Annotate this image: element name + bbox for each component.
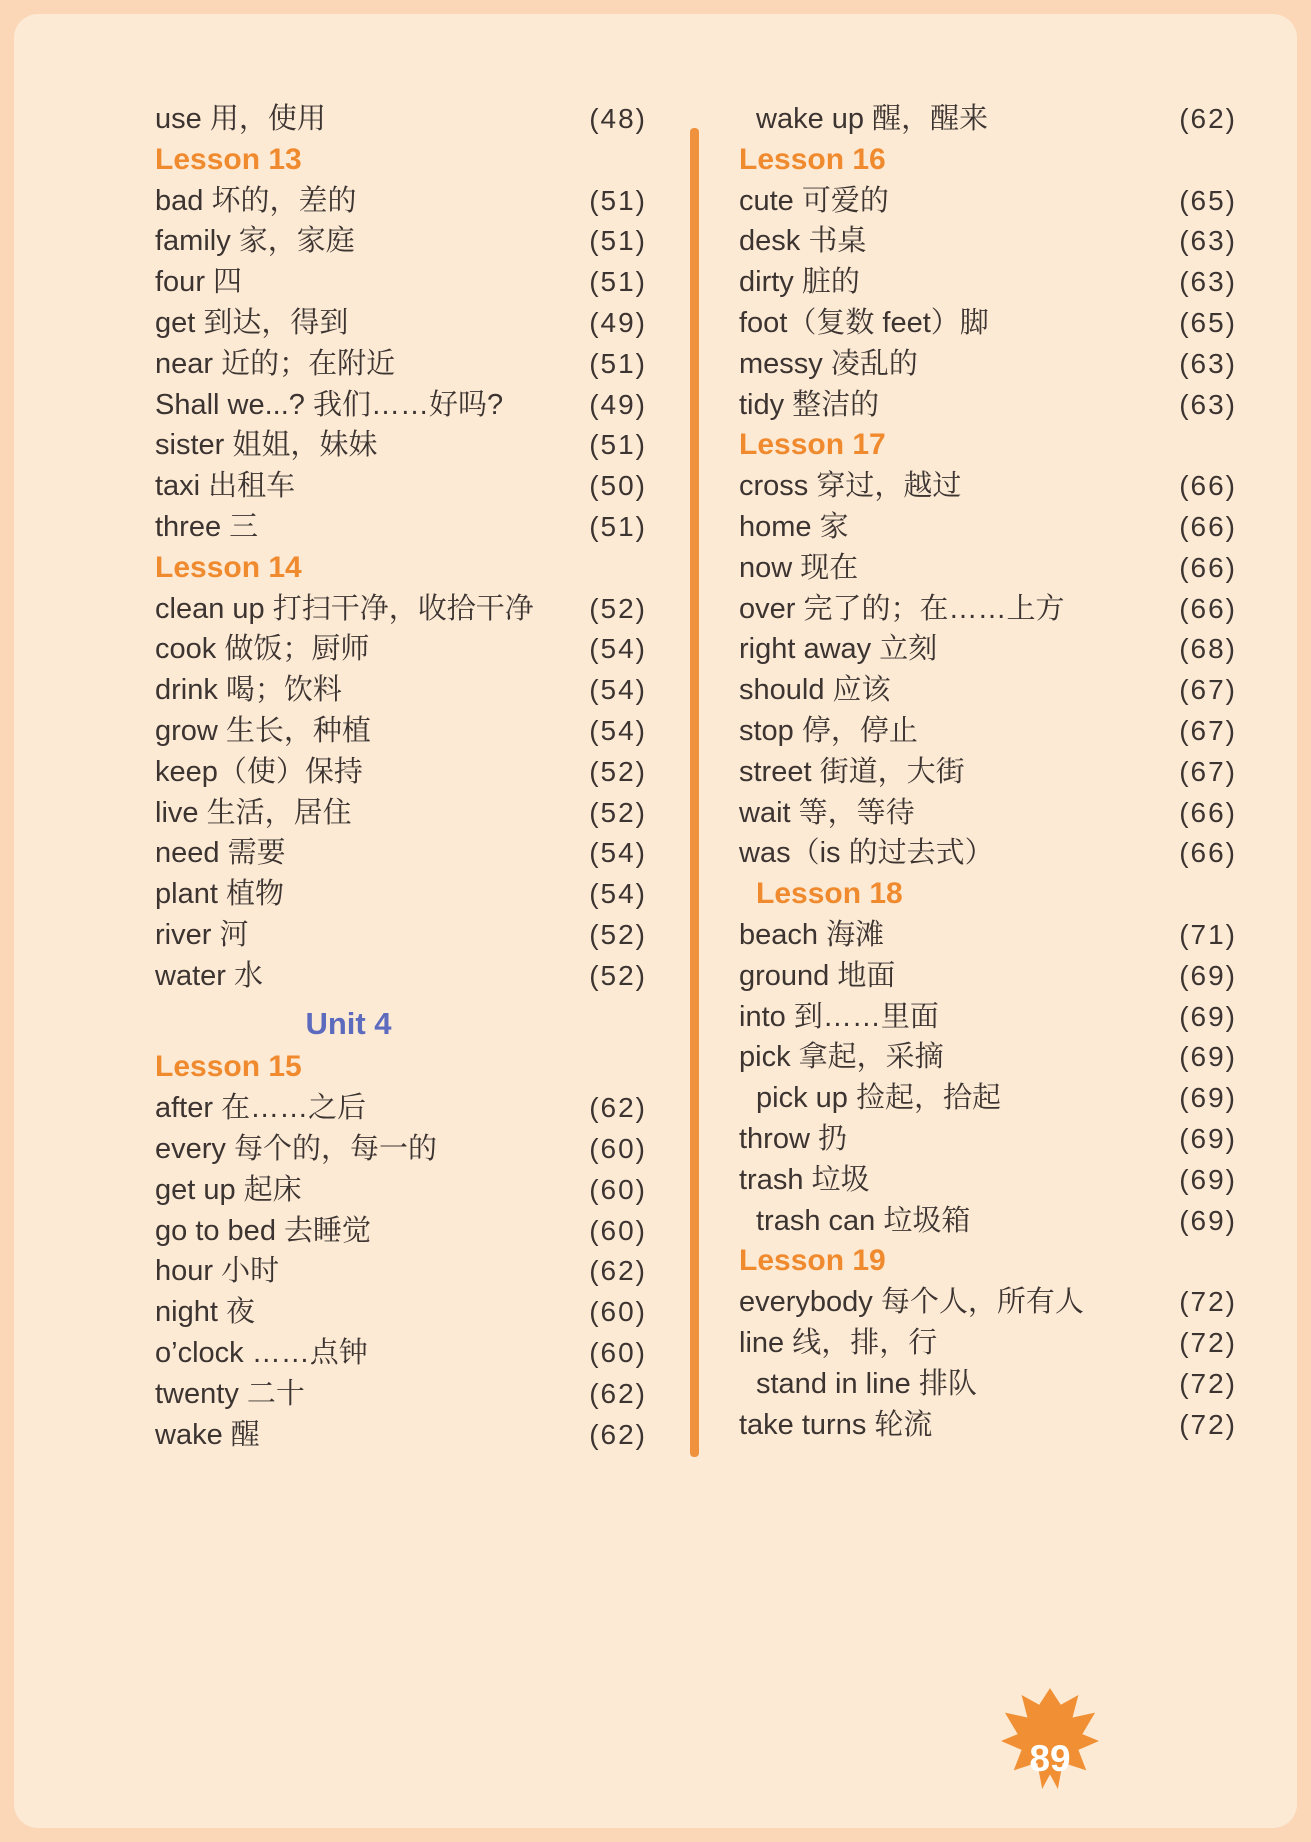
- vocab-term: everybody 每个人，所有人: [739, 1286, 1084, 1319]
- vocab-term: bad 坏的，差的: [155, 184, 357, 217]
- vocab-term: pick 拿起，采摘: [739, 1041, 944, 1074]
- page-reference: (67): [1179, 674, 1237, 706]
- vocab-entry-row: [739, 833, 1237, 874]
- lesson-heading-row: [155, 548, 647, 589]
- vocab-term: take turns 轮流: [739, 1408, 933, 1441]
- vocab-entry-row: [155, 956, 647, 997]
- page-reference: (66): [1179, 470, 1237, 502]
- page-reference: (66): [1179, 510, 1237, 542]
- vocab-term: twenty 二十: [155, 1377, 305, 1410]
- page-reference: (66): [1179, 837, 1237, 869]
- vocab-column-right: [739, 99, 1237, 1445]
- vocab-entry-row: [155, 466, 647, 507]
- vocab-term: desk 书桌: [739, 225, 867, 258]
- vocab-term: clean up 打扫干净，收拾干净: [155, 592, 534, 625]
- vocab-entry-row: [739, 1364, 1237, 1405]
- vocab-term: taxi 出租车: [155, 470, 296, 503]
- vocab-term: wait 等，等待: [739, 796, 915, 829]
- vocab-entry-row: [155, 1333, 647, 1374]
- vocab-term: pick up 捡起，拾起: [756, 1082, 1001, 1115]
- page-reference: (71): [1179, 918, 1237, 950]
- vocab-entry-row: [739, 262, 1237, 303]
- page-reference: (60): [589, 1336, 647, 1368]
- vocab-term: foot（复数 feet）脚: [739, 306, 989, 339]
- page-reference: (63): [1179, 266, 1237, 298]
- page-reference: (69): [1179, 1122, 1237, 1154]
- vocab-entry-row: [155, 874, 647, 915]
- page-reference: (60): [589, 1173, 647, 1205]
- page-reference: (54): [589, 837, 647, 869]
- lesson-heading-label: Lesson 19: [739, 1244, 886, 1278]
- vocab-term: get 到达，得到: [155, 306, 349, 339]
- page-reference: (51): [589, 266, 647, 298]
- page-reference: (51): [589, 184, 647, 216]
- page-reference: (62): [1179, 103, 1237, 134]
- vocab-term: dirty 脏的: [739, 266, 860, 299]
- vocab-entry-row: [155, 833, 647, 874]
- vocab-entry-row: [739, 1282, 1237, 1323]
- vocab-term: family 家，家庭: [155, 225, 355, 258]
- vocab-term: o’clock ……点钟: [155, 1336, 368, 1369]
- page-reference: (60): [589, 1296, 647, 1328]
- vocab-entry-row: [739, 181, 1237, 222]
- vocab-term: three 三: [155, 510, 259, 543]
- vocab-entry-row: [739, 956, 1237, 997]
- page-reference: (62): [589, 1092, 647, 1124]
- vocab-entry-row: [155, 181, 647, 222]
- vocab-entry-row: [739, 997, 1237, 1038]
- vocab-entry-row: [155, 915, 647, 956]
- vocab-term: right away 立刻: [739, 633, 938, 666]
- vocab-term: into 到……里面: [739, 1000, 939, 1033]
- page-reference: (52): [589, 918, 647, 950]
- vocab-entry-row: [155, 385, 647, 426]
- vocab-term: near 近的；在附近: [155, 347, 396, 380]
- vocab-term: stop 停，停止: [739, 714, 918, 747]
- page-reference: (65): [1179, 184, 1237, 216]
- vocab-term: throw 扔: [739, 1122, 847, 1155]
- vocab-term: hour 小时: [155, 1255, 280, 1288]
- vocab-entry-row: [155, 303, 647, 344]
- column-divider: [690, 128, 699, 1457]
- page-reference: (54): [589, 633, 647, 665]
- page-reference: (62): [589, 1418, 647, 1450]
- vocab-term: every 每个的，每一的: [155, 1132, 437, 1165]
- vocab-entry-row: [739, 589, 1237, 630]
- page-reference: (69): [1179, 1000, 1237, 1032]
- page-number: 89: [1029, 1738, 1071, 1779]
- vocab-entry-row: [155, 507, 647, 548]
- lesson-heading-label: Lesson 14: [155, 550, 302, 584]
- vocab-term: wake 醒: [155, 1418, 260, 1451]
- page-reference: (72): [1179, 1326, 1237, 1358]
- vocab-term: cute 可爱的: [739, 184, 889, 217]
- vocab-entry-row: [739, 1323, 1237, 1364]
- page-reference: (50): [589, 470, 647, 502]
- vocab-term: go to bed 去睡觉: [155, 1214, 371, 1247]
- vocab-entry-row: [739, 793, 1237, 834]
- vocab-entry-row: [739, 915, 1237, 956]
- lesson-heading-row: [739, 1241, 1237, 1282]
- page-reference: (68): [1179, 633, 1237, 665]
- page-reference: (49): [589, 388, 647, 420]
- vocab-entry-row: [739, 629, 1237, 670]
- vocab-entry-row: [739, 466, 1237, 507]
- vocab-term: water 水: [155, 959, 263, 992]
- unit-heading-label: Unit 4: [305, 1005, 392, 1041]
- vocab-entry-row: [155, 711, 647, 752]
- vocab-term: four 四: [155, 266, 243, 299]
- page-reference: (65): [1179, 306, 1237, 338]
- vocab-term: Shall we...? 我们……好吗?: [155, 388, 504, 421]
- page-reference: (52): [589, 755, 647, 787]
- page-reference: (66): [1179, 592, 1237, 624]
- vocab-entry-row: [155, 1251, 647, 1292]
- lesson-heading-label: Lesson 15: [155, 1050, 302, 1084]
- vocab-term: live 生活，居住: [155, 796, 352, 829]
- page-reference: (69): [1179, 1082, 1237, 1114]
- vocab-entry-row: [155, 99, 647, 140]
- vocab-entry-row: [739, 99, 1237, 140]
- vocab-entry-row: [155, 1292, 647, 1333]
- page-reference: (62): [589, 1255, 647, 1287]
- page-reference: (62): [589, 1377, 647, 1409]
- page-reference: (54): [589, 878, 647, 910]
- vocab-entry-row: [155, 425, 647, 466]
- vocab-term: should 应该: [739, 674, 891, 707]
- page-reference: (63): [1179, 388, 1237, 420]
- vocab-term: line 线，排，行: [739, 1326, 938, 1359]
- lesson-heading-row: [155, 140, 647, 181]
- page-reference: (72): [1179, 1367, 1237, 1399]
- page-reference: (51): [589, 510, 647, 542]
- vocab-entry-row: [739, 507, 1237, 548]
- vocab-term: now 现在: [739, 551, 859, 584]
- vocab-term: wake up 醒，醒来: [756, 103, 989, 135]
- vocab-entry-row: [155, 1088, 647, 1129]
- page-reference: (51): [589, 225, 647, 257]
- vocab-term: after 在……之后: [155, 1092, 367, 1125]
- vocab-term: beach 海滩: [739, 918, 885, 951]
- page-reference: (60): [589, 1214, 647, 1246]
- vocab-entry-row: [155, 262, 647, 303]
- vocab-entry-row: [739, 548, 1237, 589]
- page-reference: (54): [589, 714, 647, 746]
- vocab-term: sister 姐姐，妹妹: [155, 429, 378, 462]
- vocab-term: street 街道，大街: [739, 755, 965, 788]
- vocab-entry-row: [739, 385, 1237, 426]
- page-reference: (49): [589, 306, 647, 338]
- vocab-entry-row: [155, 793, 647, 834]
- page-number-badge: [1001, 1686, 1099, 1798]
- vocab-term: home 家: [739, 510, 849, 543]
- vocab-entry-row: [739, 1405, 1237, 1446]
- page-reference: (51): [589, 429, 647, 461]
- vocab-entry-row: [155, 752, 647, 793]
- vocab-term: tidy 整洁的: [739, 388, 880, 421]
- vocab-term: get up 起床: [155, 1173, 302, 1206]
- page-reference: (72): [1179, 1408, 1237, 1440]
- vocab-entry-row: [739, 221, 1237, 262]
- page-reference: (48): [589, 103, 647, 134]
- vocab-term: plant 植物: [155, 878, 284, 911]
- vocab-term: use 用，使用: [155, 103, 326, 135]
- page-reference: (52): [589, 592, 647, 624]
- vocab-term: stand in line 排队: [756, 1367, 977, 1400]
- vocab-entry-row: [739, 303, 1237, 344]
- page-reference: (54): [589, 674, 647, 706]
- page-reference: (69): [1179, 1041, 1237, 1073]
- page-reference: (69): [1179, 959, 1237, 991]
- vocab-entry-row: [155, 589, 647, 630]
- vocab-entry-row: [739, 670, 1237, 711]
- vocab-entry-row: [739, 1201, 1237, 1242]
- vocab-entry-row: [739, 1037, 1237, 1078]
- lesson-heading-label: Lesson 18: [756, 877, 903, 911]
- vocab-entry-row: [155, 1170, 647, 1211]
- lesson-heading-row: [739, 140, 1237, 181]
- vocab-entry-row: [155, 1415, 647, 1456]
- vocab-entry-row: [155, 1374, 647, 1415]
- page-reference: (69): [1179, 1204, 1237, 1236]
- page-reference: (63): [1179, 225, 1237, 257]
- vocab-term: was（is 的过去式）: [739, 837, 994, 870]
- vocab-entry-row: [155, 344, 647, 385]
- vocab-entry-row: [155, 221, 647, 262]
- lesson-heading-row: [739, 425, 1237, 466]
- page-reference: (52): [589, 796, 647, 828]
- vocab-term: trash can 垃圾箱: [756, 1204, 971, 1237]
- page-reference: (63): [1179, 347, 1237, 379]
- page-reference: (52): [589, 959, 647, 991]
- lesson-heading-row: [739, 874, 1237, 915]
- vocab-term: grow 生长，种植: [155, 714, 371, 747]
- vocab-entry-row: [155, 629, 647, 670]
- vocab-entry-row: [155, 1129, 647, 1170]
- vocab-entry-row: [155, 1211, 647, 1252]
- vocab-term: drink 喝；饮料: [155, 674, 342, 707]
- vocab-entry-row: [739, 1160, 1237, 1201]
- vocab-term: river 河: [155, 918, 249, 951]
- vocab-term: trash 垃圾: [739, 1163, 870, 1196]
- vocab-entry-row: [739, 711, 1237, 752]
- vocab-entry-row: [739, 1119, 1237, 1160]
- lesson-heading-row: [155, 1047, 647, 1088]
- unit-heading-row: [155, 1004, 647, 1045]
- vocab-term: cross 穿过，越过: [739, 470, 962, 503]
- lesson-heading-label: Lesson 16: [739, 142, 886, 176]
- vocab-term: cook 做饭；厨师: [155, 633, 370, 666]
- vocab-entry-row: [739, 344, 1237, 385]
- page-reference: (72): [1179, 1286, 1237, 1318]
- vocab-term: over 完了的；在……上方: [739, 592, 1065, 625]
- page-reference: (67): [1179, 714, 1237, 746]
- page-reference: (60): [589, 1132, 647, 1164]
- page-reference: (66): [1179, 551, 1237, 583]
- lesson-heading-label: Lesson 17: [739, 428, 886, 462]
- vocab-term: keep（使）保持: [155, 755, 363, 788]
- vocab-term: night 夜: [155, 1296, 255, 1329]
- vocab-entry-row: [155, 670, 647, 711]
- page-reference: (51): [589, 347, 647, 379]
- vocab-entry-row: [739, 1078, 1237, 1119]
- vocab-term: need 需要: [155, 837, 286, 870]
- lesson-heading-label: Lesson 13: [155, 142, 302, 176]
- vocab-entry-row: [739, 752, 1237, 793]
- vocab-term: ground 地面: [739, 959, 896, 992]
- vocab-column-left: [155, 99, 647, 1455]
- vocab-term: messy 凌乱的: [739, 347, 918, 380]
- page-reference: (67): [1179, 755, 1237, 787]
- page-reference: (69): [1179, 1163, 1237, 1195]
- page-reference: (66): [1179, 796, 1237, 828]
